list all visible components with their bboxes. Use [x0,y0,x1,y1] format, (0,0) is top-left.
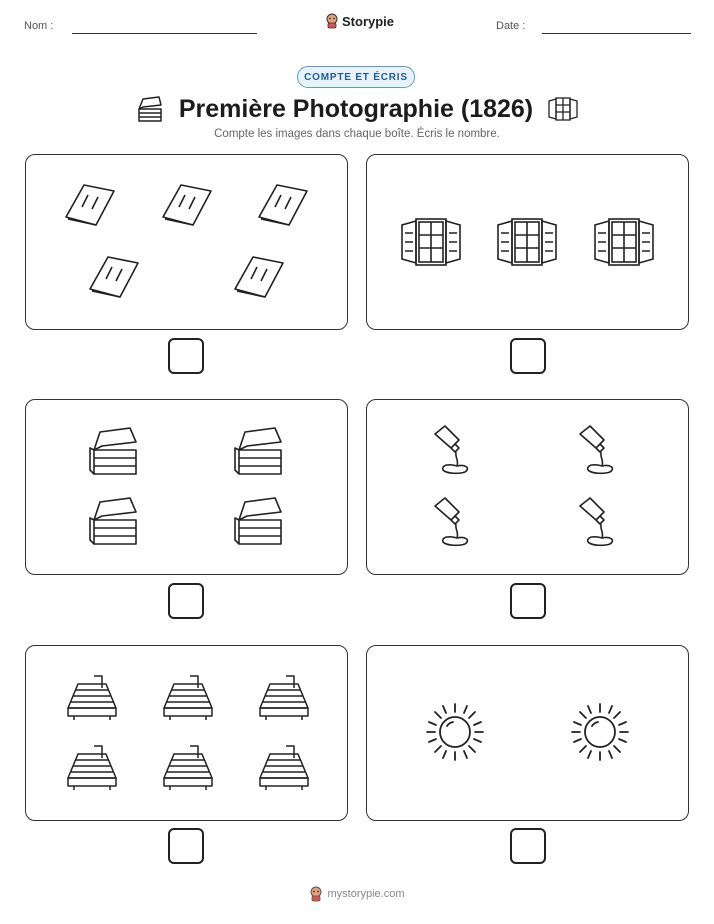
chest-icon [86,496,142,548]
footer [0,886,714,902]
page-title: Première Photographie (1826) [178,94,534,123]
count-box-3 [25,399,348,575]
chest-icon [135,95,165,123]
sun-icon [423,700,487,764]
glass-plate-icon [255,181,311,229]
date-line[interactable] [542,33,691,34]
instructions: Compte les images dans chaque boîte. Écris le nombre. [214,128,500,140]
chest-icon [231,426,287,478]
answer-box-3[interactable] [168,583,204,619]
house-icon [256,744,312,792]
house-icon [256,674,312,722]
count-box-5 [25,645,348,821]
pouring-bottle-icon [574,496,626,548]
count-box-6 [366,645,689,821]
window-icon [494,215,560,269]
window-icon [547,96,579,122]
glass-plate-icon [231,253,287,301]
answer-box-6[interactable] [510,828,546,864]
name-label: Nom : [24,20,54,32]
count-box-2 [366,154,689,330]
storypie-mascot-icon [325,13,339,29]
sun-icon [568,700,632,764]
chest-icon [231,496,287,548]
glass-plate-icon [159,181,215,229]
footer-url[interactable]: mystorypie.com [327,888,405,900]
storypie-mascot-icon [309,886,323,902]
house-icon [64,674,120,722]
chest-icon [86,426,142,478]
house-icon [160,744,216,792]
answer-box-1[interactable] [168,338,204,374]
activity-badge: COMPTE ET ÉCRIS [297,66,415,88]
brand-logo [325,13,394,29]
title-row [0,90,714,128]
house-icon [64,744,120,792]
house-icon [160,674,216,722]
pouring-bottle-icon [429,424,481,476]
answer-box-2[interactable] [510,338,546,374]
window-icon [398,215,464,269]
glass-plate-icon [62,181,118,229]
answer-box-4[interactable] [510,583,546,619]
window-icon [591,215,657,269]
name-line[interactable] [72,33,257,34]
brand-name: Storypie [342,13,395,29]
count-box-1 [25,154,348,330]
glass-plate-icon [86,253,142,301]
count-box-4 [366,399,689,575]
pouring-bottle-icon [429,496,481,548]
pouring-bottle-icon [574,424,626,476]
date-label: Date : [496,20,526,32]
answer-box-5[interactable] [168,828,204,864]
